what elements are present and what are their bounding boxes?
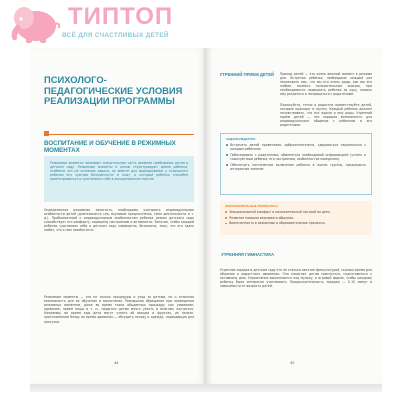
list-item-text: Встречать детей приветливо, доброжелательно, здороваться персонально с каждым ребенком. (230, 143, 366, 152)
list-item (226, 153, 366, 161)
list-item-text: Побеседовать с родителями, обменяться необходимой информацией (узнать о самочувствии ребенка, его настроении, особенностях поведения). (230, 152, 366, 161)
section-heading: УТРЕННЯЯ ГИМНАСТИКА (221, 252, 274, 257)
paragraph: Утренняя зарядка в детском саду это не столько занятие физкультурой, сколько время для общения и радостного движения. Она помогает детям проснуться, подготовиться к активному дню. Упражнения выполняются под музыку, в игровой форме, чтобы каждому ребенку было интересно участвовать. Продолжительность зарядки — 5–10 минут в зависимости от возраста детей. (220, 268, 373, 289)
results-box (220, 201, 372, 235)
bullet-icon (226, 164, 228, 166)
list-item-text: Эмоциональный комфорт и положительный настрой на день. (229, 210, 331, 214)
elephant-logo-icon (4, 2, 66, 44)
page-number: 44 (114, 361, 119, 365)
list-item (225, 216, 367, 220)
highlight-text: Режимные моменты занимают значительную часть времени пребывания детей в детском саду. Режимные моменты в целом структурируют время ребенка, особенно это их основная задача, но вместе для формирования у отдельного ребенка его чувства безопасности и опыт, в который ребенок способен ориентироваться и чувствовать себя в эмоциональном смысле. (50, 161, 188, 182)
tasks-box (220, 133, 372, 195)
chapter-title: ПСИХОЛОГО-ПЕДАГОГИЧЕСКИЕ УСЛОВИЯ РЕАЛИЗАЦИИ ПРОГРАММЫ (44, 74, 183, 107)
list-item-text: Развитие навыков вежливого общения. (229, 215, 295, 220)
tasks-box-heading: ЗАДАЧИ ПЕДАГОГА (226, 137, 256, 141)
list-item-text: Обеспечить постепенное включение ребенка в жизнь группы, предложить интересное занятие. (230, 162, 366, 171)
list-item (225, 221, 367, 225)
results-box-heading: ОБРАЗОВАТЕЛЬНЫЕ РЕЗУЛЬТАТЫ (225, 204, 278, 208)
list-item (226, 163, 366, 171)
book-edge (30, 384, 382, 392)
bullet-icon (226, 144, 228, 146)
bullet-icon (225, 217, 227, 219)
accent-rule (44, 134, 194, 135)
paragraph: Определенная режимная занятость, необходимо учитывать индивидуальные особенности детей (длительность сна, вкусовые предпочтения, темп деятельности и т. д.). Приближенный к индивидуальным особенностям ребенка режим детского сада способствует его комфорту, хорошему настроению и активности. Занятия, чтобы каждый ребенок чувствовал себя в детском саду комфортно, безопасно, знал, что его здесь любят, что о нем позаботятся. (44, 208, 194, 233)
paragraph: Пожалуйста, тепло и радостно приветствуйте детей, которые приходят в группу. Каждый ребенок должен почувствовать, что его ждали и ему рады. Утренний прием детей — это хорошая возможность для индивидуального общения с ребенком и его родителями. (280, 103, 372, 128)
left-page (30, 48, 206, 384)
page-number: 45 (290, 361, 295, 365)
section-heading: УТРЕННИЙ ПРИЕМ ДЕТЕЙ (219, 72, 274, 77)
bullet-icon (226, 154, 228, 156)
section-title: ВОСПИТАНИЕ И ОБУЧЕНИЕ В РЕЖИМНЫХ МОМЕНТАХ (44, 140, 176, 154)
brand-logo[interactable] (4, 2, 174, 44)
logo-tagline: ВСЁ ДЛЯ СЧАСТЛИВЫХ ДЕТЕЙ (62, 32, 169, 39)
paragraph: Режимные моменты — это не только процедуры и уход за детьми, но и отличная возможность для их обучения и воспитания. Размышляя обращение при проведении режимных моментов, даже во время таких обыденных процедур, как умывание, одевание, прием пищи и т. п., педагоги детям много узнать и многому научиться. Например, во время еды дети могут узнать об овощах и фруктах, их пользе, приготовлении блюд; во время одевания — обсудить погоду и одежду, подходящую для прогулки. (44, 295, 194, 324)
logo-title: ТИПТОП (68, 3, 174, 30)
book-spread (30, 48, 382, 392)
bullet-icon (225, 211, 227, 213)
right-page (206, 48, 382, 384)
paragraph: Приход детей — это очень важный момент в режиме дня. Встречая ребенка, необходимо каждый раз показывать ему, что мы его очень рады, как мы его любим, вызвать положительные эмоции, при необходимости подержать ребенка за руку, помочь ему раздеться и попрощаться с родителями. (280, 72, 372, 97)
list-item (225, 210, 367, 214)
highlight-box (44, 156, 194, 202)
list-item (226, 143, 366, 151)
bullet-icon (225, 223, 227, 225)
list-item-text: Вовлеченность в режимные и образовательные процессы. (229, 221, 326, 226)
